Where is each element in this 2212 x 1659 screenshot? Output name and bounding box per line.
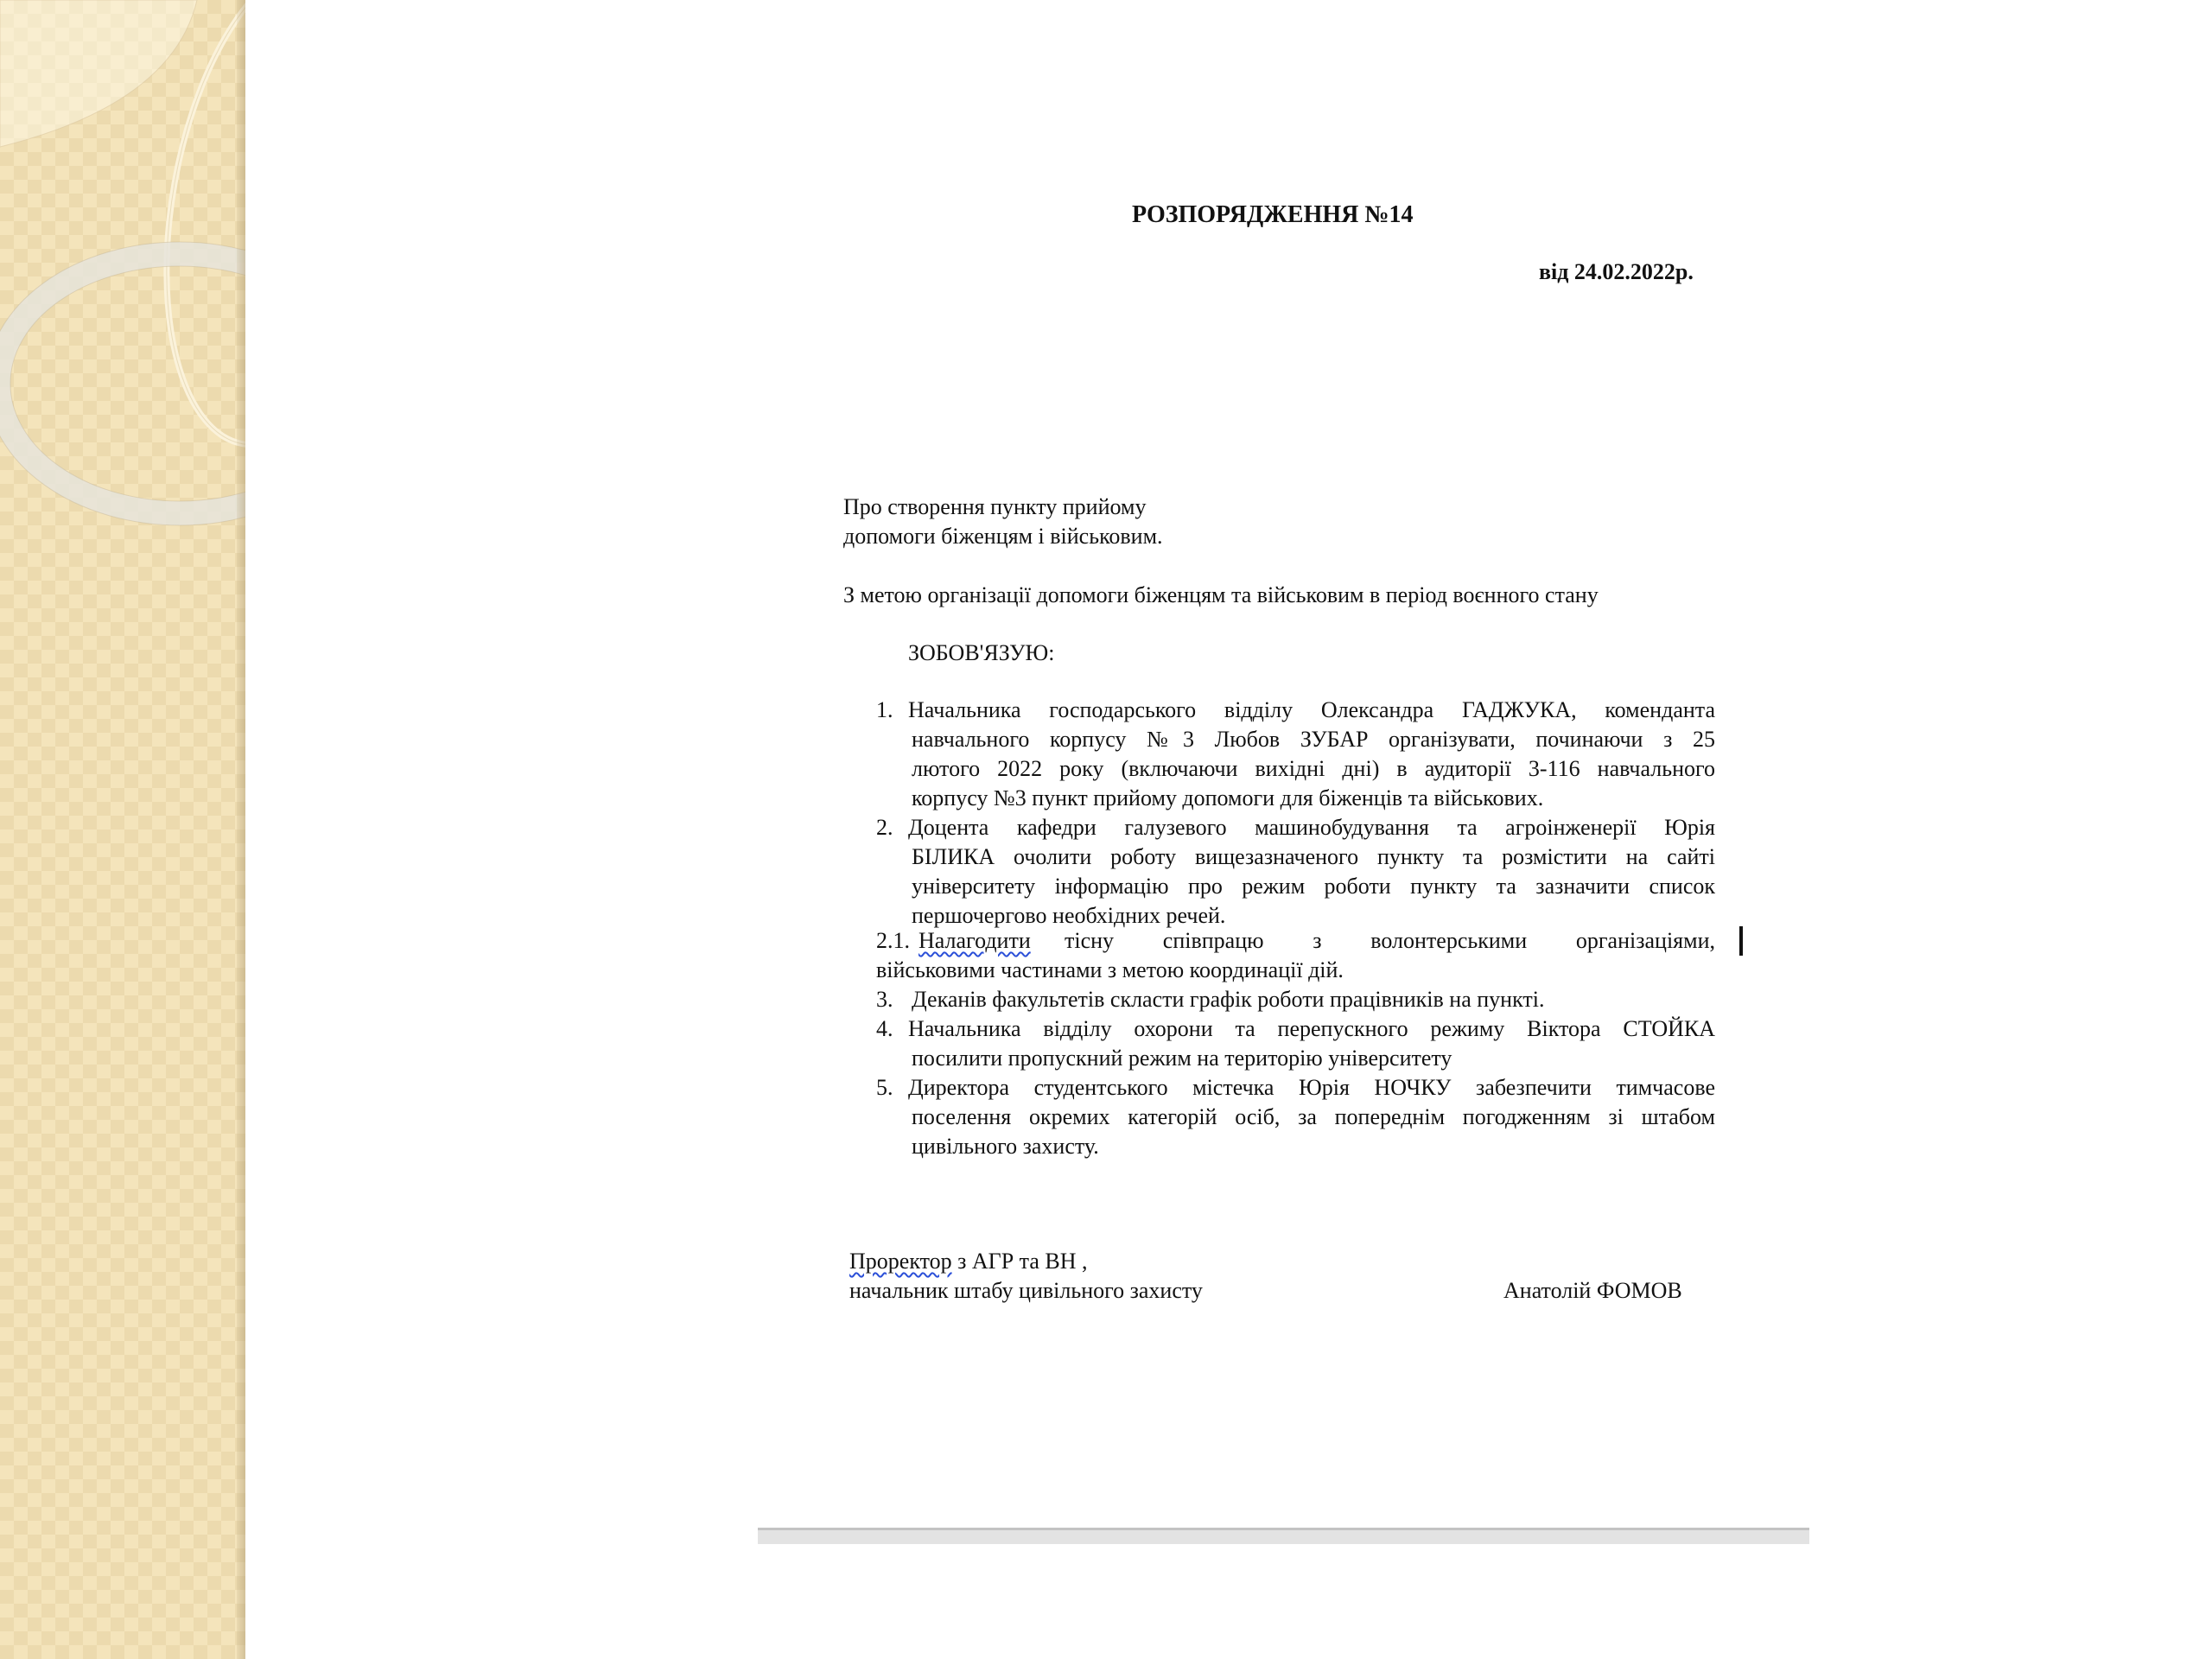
list-item-line: поселення окремих категорій осіб, за попереднім погодженням зі штабом — [912, 1104, 1715, 1129]
list-item-line: БІЛИКА очолити роботу вищезазначеного пункту та розмістити на сайті — [912, 844, 1715, 869]
spellcheck-flagged-word[interactable]: Проректор — [849, 1249, 952, 1274]
list-item-line: тісну співпрацю з волонтерськими організаціями, — [1065, 928, 1715, 953]
text-cursor — [1739, 926, 1743, 956]
list-item-line: Доцента кафедри галузевого машинобудування та агроінженерії Юрія — [908, 815, 1715, 840]
list-item-line: посилити пропускний режим на територію університету — [912, 1046, 1452, 1071]
list-item-line: першочергово необхідних речей. — [912, 903, 1226, 928]
preamble: З метою організації допомоги біженцям та військовим в період воєнного стану — [843, 582, 1599, 607]
list-item-number: 5. — [876, 1075, 893, 1100]
document-date: від 24.02.2022р. — [1539, 259, 1694, 284]
list-item-number: 1. — [876, 697, 893, 722]
list-item-line: Начальника господарського відділу Олександра ГАДЖУКА, коменданта — [908, 697, 1715, 722]
signature-position-line-1 — [849, 1247, 1088, 1276]
list-item-line: військовими частинами з метою координації дій. — [876, 957, 1344, 982]
list-item-line: цивільного захисту. — [912, 1134, 1099, 1159]
list-item-number: 3. — [876, 987, 893, 1012]
spellcheck-flagged-word[interactable]: Налагодити — [918, 928, 1031, 953]
list-item-line: Директора студентського містечка Юрія НОЧКУ забезпечити тимчасове — [908, 1075, 1715, 1100]
subject-line-1: Про створення пункту прийому — [843, 494, 1147, 519]
obligate-heading: ЗОБОВ'ЯЗУЮ: — [908, 640, 1055, 665]
list-item-number: 2. — [876, 815, 893, 840]
list-item-line: корпусу №3 пункт прийому допомоги для біженців та військових. — [912, 785, 1544, 810]
list-item-number: 4. — [876, 1016, 893, 1041]
list-item-line: Деканів факультетів скласти графік роботи працівників на пункті. — [912, 987, 1545, 1012]
document-title: РОЗПОРЯДЖЕННЯ №14 — [1132, 201, 1414, 228]
signatory-name: Анатолій ФОМОВ — [1503, 1278, 1682, 1303]
list-item-number: 2.1. — [876, 928, 910, 953]
page-bottom-edge-bar — [758, 1528, 1809, 1544]
signature-position-rest: з АГР та ВН , — [951, 1249, 1088, 1274]
list-item-line: навчального корпусу №3 Любов ЗУБАР організувати, починаючи з 25 — [912, 727, 1715, 752]
subject-line-2: допомоги біженцям і військовим. — [843, 524, 1163, 549]
signature-position-line-2: начальник штабу цивільного захисту — [849, 1278, 1203, 1303]
list-item-line: університету інформацію про режим роботи пункту та зазначити список — [912, 874, 1715, 899]
list-item-line: лютого 2022 року (включаючи вихідні дні) в аудиторії 3-116 навчального — [912, 756, 1715, 781]
list-item-line: Начальника відділу охорони та перепускного режиму Віктора СТОЙКА — [908, 1016, 1715, 1041]
